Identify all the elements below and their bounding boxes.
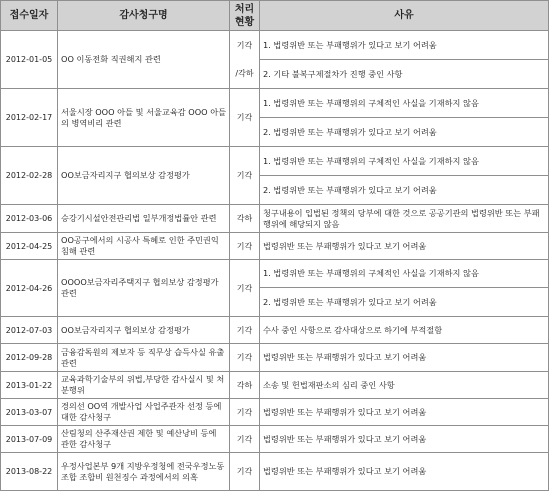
header-status xyxy=(230,1,260,31)
table-row xyxy=(1,233,549,260)
row-reason: 소송 및 헌법재판소의 심리 중인 사항 xyxy=(260,372,549,399)
row-date: 2012-02-17 xyxy=(1,89,58,147)
row-status: 기각 xyxy=(230,147,260,205)
row-status: 기각 xyxy=(230,89,260,147)
row-title: 금융감독원의 제보자 등 직무상 습득사실 유출 관련 xyxy=(58,344,230,372)
header-title: 감사청구명 xyxy=(58,1,230,31)
table-row xyxy=(1,205,549,233)
row-reason: 법령위반 또는 부패행위가 있다고 보기 어려움 xyxy=(260,453,549,491)
row-date: 2012-02-28 xyxy=(1,147,58,205)
header-status-label: 처리 현황 xyxy=(234,3,255,28)
row-reason: 법령위반 또는 부패행위가 있다고 보기 어려움 xyxy=(260,344,549,372)
row-status: /각하 xyxy=(230,60,260,89)
row-reason: 1. 법령위반 또는 부패행위의 구체적인 사실을 기재하지 않음 xyxy=(260,260,549,288)
row-reason: 2. 법령위반 또는 부패행위가 있다고 보기 어려움 xyxy=(260,176,549,205)
row-status: 기각 xyxy=(230,399,260,426)
row-reason: 1. 법령위반 또는 부패행위가 있다고 보기 어려움 xyxy=(260,31,549,60)
table-row xyxy=(1,426,549,453)
row-status: 각하 xyxy=(230,205,260,233)
row-date: 2012-09-28 xyxy=(1,344,58,372)
row-reason: 법령위반 또는 부패행위가 있다고 보기 어려움 xyxy=(260,426,549,453)
table-row xyxy=(1,317,549,344)
row-date: 2013-03-07 xyxy=(1,399,58,426)
row-reason: 법령위반 또는 부패행위가 있다고 보기 어려움 xyxy=(260,399,549,426)
row-title: OOOO보금자리주택지구 협의보상 감정평가 관련 xyxy=(58,260,230,317)
row-date: 2012-04-26 xyxy=(1,260,58,317)
table-row xyxy=(1,453,549,491)
table-row xyxy=(1,147,549,176)
row-status: 기각 xyxy=(230,426,260,453)
row-status: 기각 xyxy=(230,344,260,372)
row-date: 2012-04-25 xyxy=(1,233,58,260)
row-title: 산림청의 산주재산권 제한 및 예산낭비 등에 관한 감사청구 xyxy=(58,426,230,453)
row-date: 2013-08-22 xyxy=(1,453,58,491)
row-status: 기각 xyxy=(230,31,260,60)
row-date: 2012-01-05 xyxy=(1,31,58,89)
row-reason: 법령위반 또는 부패행위가 있다고 보기 어려움 xyxy=(260,233,549,260)
row-title: 서울시장 OOO 아들 및 서울교육감 OOO 아들의 병역비리 관련 xyxy=(58,89,230,147)
row-title: OO보금자리지구 협의보상 감정평가 xyxy=(58,317,230,344)
table-row xyxy=(1,344,549,372)
row-title: OO 이동전화 직권해지 관련 xyxy=(58,31,230,89)
header-date: 접수일자 xyxy=(1,1,58,31)
row-reason: 1. 법령위반 또는 부패행위의 구체적인 사실을 기재하지 않음 xyxy=(260,147,549,176)
row-reason: 2. 기타 불복구제절차가 진행 중인 사항 xyxy=(260,60,549,89)
header-reason: 사유 xyxy=(260,1,549,31)
row-status: 기각 xyxy=(230,233,260,260)
row-title: OO공구에서의 시공사 특혜로 인한 주민권익침해 관련 xyxy=(58,233,230,260)
row-date: 2012-03-06 xyxy=(1,205,58,233)
table-row xyxy=(1,260,549,288)
row-title: 우정사업본부 9개 지방우정청에 전국우정노동조합 조합비 원천징수 과정에서의 의혹 xyxy=(58,453,230,491)
row-reason: 수사 중인 사항으로 감사대상으로 하기에 부적절함 xyxy=(260,317,549,344)
row-reason: 2. 법령위반 또는 부패행위가 있다고 보기 어려움 xyxy=(260,118,549,147)
table-row xyxy=(1,31,549,60)
row-title: 교육과학기술부의 위법,부당한 감사실시 및 처분행위 xyxy=(58,372,230,399)
row-title: 경의선 OO역 개발사업 사업주관자 선정 등에 대한 감사청구 xyxy=(58,399,230,426)
row-reason: 2. 법령위반 또는 부패행위가 있다고 보기 어려움 xyxy=(260,288,549,317)
row-date: 2012-07-03 xyxy=(1,317,58,344)
header-row xyxy=(1,1,549,31)
row-title: 승강기시설안전관리법 일부개정법률안 관련 xyxy=(58,205,230,233)
row-date: 2013-07-09 xyxy=(1,426,58,453)
row-reason: 1. 법령위반 또는 부패행위의 구체적인 사실을 기재하지 않음 xyxy=(260,89,549,118)
row-title: OO보금자리지구 협의보상 감정평가 xyxy=(58,147,230,205)
table-row xyxy=(1,372,549,399)
row-status: 각하 xyxy=(230,372,260,399)
row-status: 기각 xyxy=(230,317,260,344)
table-row xyxy=(1,399,549,426)
row-status: 기각 xyxy=(230,453,260,491)
row-reason: 청구내용이 입법된 정책의 당부에 대한 것으로 공공기관의 법령위반 또는 부패행위에 해당되지 않음 xyxy=(260,205,549,233)
table-row xyxy=(1,89,549,118)
row-status: 기각 xyxy=(230,260,260,317)
row-date: 2013-01-22 xyxy=(1,372,58,399)
